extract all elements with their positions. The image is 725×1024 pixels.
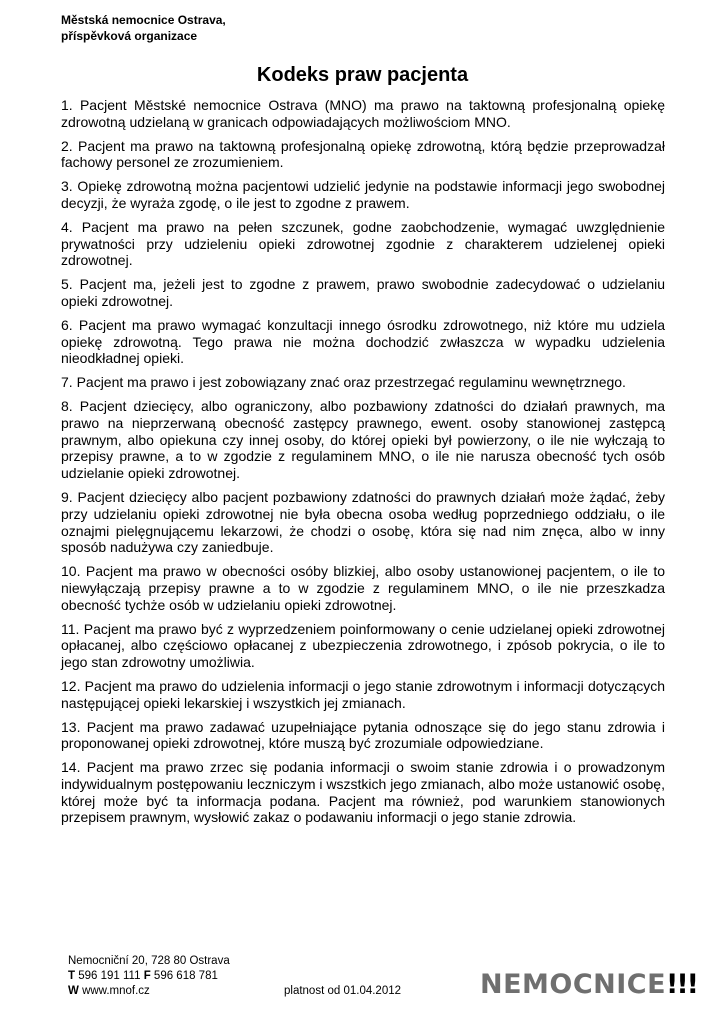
- paragraph: 14. Pacjent ma prawo zrzec się podania informacji o swoim stanie zdrowia i o prowadzonym indywidualnym postępowaniu leczniczym i wszstkich jego zmianach, albo może ustanowić osobę, której może być ta informacja podana. Pacjent ma również, pod warunkiem stanowionych przepisem prawnym, wysłowić zakaz o podawaniu informacji o jego stanie zdrowia.: [61, 759, 665, 826]
- logo-text: NEMOCNICE: [479, 969, 667, 1000]
- paragraph: 6. Pacjent ma prawo wymagać konzultacji innego ósrodku zdrowotnego, niż które mu udziela opiekę zdrowotną. Tego prawa nie można dochodzić zwłaszcza w wypadku udzielenia nieodkładnej opieki.: [61, 316, 665, 367]
- web-label: W: [68, 985, 79, 997]
- fax-number: 596 618 781: [153, 970, 218, 982]
- document-body: [61, 97, 665, 833]
- fax-label: F: [143, 970, 151, 982]
- hospital-logo: [480, 970, 697, 1000]
- paragraph: 7. Pacjent ma prawo i jest zobowiązany znać oraz przestrzegać regulaminu wewnętrznego.: [61, 374, 626, 391]
- footer-contact: [68, 954, 230, 999]
- logo-marks: !!!: [666, 969, 697, 1000]
- document-title: Kodeks praw pacjenta: [256, 64, 469, 86]
- phone-number: 596 191 111: [78, 970, 141, 982]
- paragraph: 13. Pacjent ma prawo zadawać uzupełniające pytania odnoszące się do jego stanu zdrowia i proponowanej opieki zdrowotnej, które muszą być zrozumiale odpowiedziane.: [61, 718, 665, 752]
- web-link[interactable]: www.mnof.cz: [82, 985, 150, 997]
- paragraph: 8. Pacjent dziecięcy, albo ograniczony, albo pozbawiony zdatności do działań prawnych, ma prawo na nieprzerwaną obecność zastępcy prawnego, ewent. osoby stanowionej zastępcą prawnym, albo opiekuna czy innej osoby, do której opieki był powierzony, o ile nie wyłczają to przepisy prawne, a to w zgodzie z regulaminem MNO, o ile nie narusza obecność tych osób udzielanie opieki zdrowotnej.: [61, 397, 665, 482]
- institution-name: Městská nemocnice Ostrava,: [61, 13, 226, 27]
- footer-address: Nemocniční 20, 728 80 Ostrava: [68, 955, 230, 967]
- validity-date: platnost od 01.04.2012: [284, 985, 402, 997]
- paragraph: 10. Pacjent ma prawo w obecności osóby blizkiej, albo osoby ustanowionej pacjentem, o ile to niewyłączają przepisy prawne a to w zgodzie z regulaminem MNO, o ile nie przeszkadza obecność tychże osób w udzielaniu opieki zdrowotnej.: [61, 563, 665, 613]
- phone-label: T: [68, 970, 76, 982]
- paragraph: 3. Opiekę zdrowotną można pacjentowi udzielić jedynie na podstawie informacji jego swobodnej decyzji, że wyraża zgodę, o ile jest to zgodne z prawem.: [61, 178, 665, 211]
- institution-header: [61, 12, 226, 44]
- paragraph: 2. Pacjent ma prawo na taktowną profesjonalną opiekę zdrowotną, którą będzie przeprowadzał fachowy personel ze zrozumieniem.: [61, 137, 665, 171]
- paragraph: 12. Pacjent ma prawo do udzielenia informacji o jego stanie zdrowotnym i informacji dotyczących następującej opieki lekarskiej i wszystkich jej zmianach.: [61, 677, 665, 711]
- paragraph: 1. Pacjent Městské nemocnice Ostrava (MNO) ma prawo na taktowną profesjonalną opiekę zdrowotną udzielaną w granicach odpowiadających możliwościom MNO.: [61, 97, 665, 130]
- institution-type: příspěvková organizace: [61, 29, 198, 43]
- paragraph: 9. Pacjent dziecięcy albo pacjent pozbawiony zdatności do prawnych działań może żądać, żeby przy udzielaniu opieki zdrowotnej nie była obecna osoba według poprzedniego oddziału, o ile oznajmi pielęgnującemu lekarzowi, że chodzi o osobę, która się nad nim znęca, albo w inny sposób nadużywa czy zaniedbuje.: [61, 488, 665, 556]
- paragraph: 4. Pacjent ma prawo na pełen szczunek, godne zaobchodzenie, wymagać uwzględnienie prywatności przy udzieleniu opieki zdrowotnej zgodnie z charakterem udzielenej opieki zdrowotnej.: [61, 218, 665, 269]
- footer-phone-line: [68, 969, 230, 984]
- footer-web-line: [68, 984, 230, 999]
- paragraph: 5. Pacjent ma, jeżeli jest to zgodne z prawem, prawo swobodnie zadecydować o udzielaniu opieki zdrowotnej.: [61, 276, 665, 309]
- paragraph: 11. Pacjent ma prawo być z wyprzedzeniem poinformowany o cenie udzielanej opieki zdrowotnej opłacanej, albo częściowo opłacanej z ubezpieczenia zdrowotnego, i zpósob pokrycia, o ile to jego stan zdrowotny umożliwia.: [61, 620, 665, 671]
